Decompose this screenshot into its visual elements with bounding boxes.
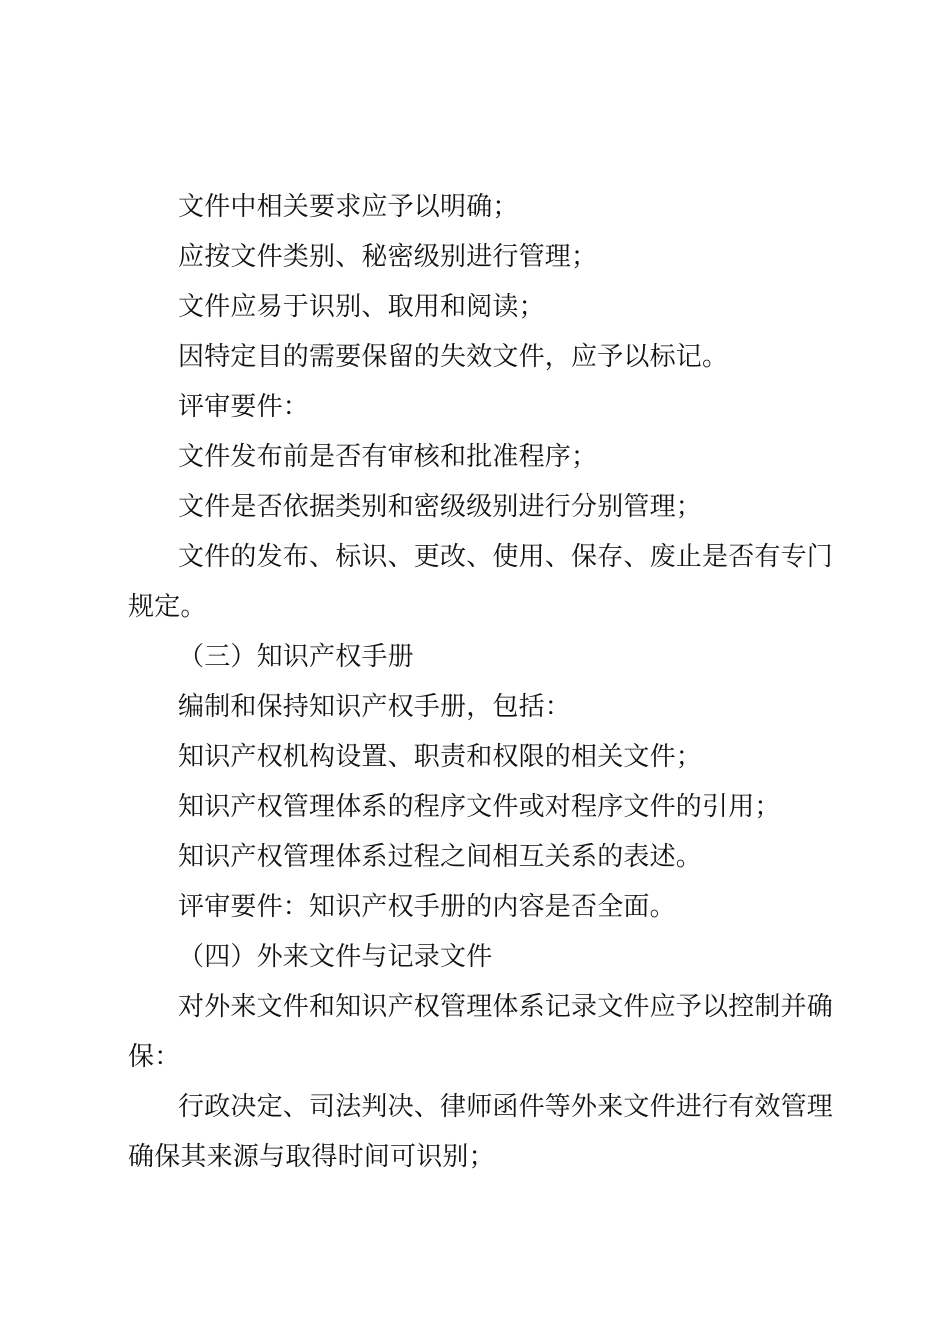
paragraph-manage-by-category: 应按文件类别、秘密级别进行管理； [178, 242, 598, 272]
paragraph-mark-obsolete: 因特定目的需要保留的失效文件，应予以标记。 [178, 342, 729, 372]
section-heading-ip-manual: （三）知识产权手册 [178, 642, 414, 672]
paragraph-ip-procedures: 知识产权管理体系的程序文件或对程序文件的引用； [178, 792, 781, 822]
paragraph-requirements-clear: 文件中相关要求应予以明确； [178, 192, 519, 222]
paragraph-external-docs-management: 行政决定、司法判决、律师函件等外来文件进行有效管理确保其来源与取得时间可识别； [128, 1092, 834, 1172]
paragraph-review-manual-complete: 评审要件：知识产权手册的内容是否全面。 [178, 892, 676, 922]
document-body [128, 182, 834, 1182]
paragraph-review-heading-1: 评审要件： [178, 392, 310, 422]
section-heading-external-records: （四）外来文件与记录文件 [178, 942, 493, 972]
paragraph-external-control: 对外来文件和知识产权管理体系记录文件应予以控制并确保： [128, 992, 834, 1072]
paragraph-ip-manual-intro: 编制和保持知识产权手册，包括： [178, 692, 572, 722]
paragraph-review-approval: 文件发布前是否有审核和批准程序； [178, 442, 598, 472]
paragraph-easy-identify: 文件应易于识别、取用和阅读； [178, 292, 545, 322]
paragraph-ip-process-relations: 知识产权管理体系过程之间相互关系的表述。 [178, 842, 703, 872]
paragraph-ip-org-structure: 知识产权机构设置、职责和权限的相关文件； [178, 742, 703, 772]
paragraph-review-lifecycle: 文件的发布、标识、更改、使用、保存、废止是否有专门规定。 [128, 542, 834, 622]
paragraph-review-classification: 文件是否依据类别和密级级别进行分别管理； [178, 492, 703, 522]
